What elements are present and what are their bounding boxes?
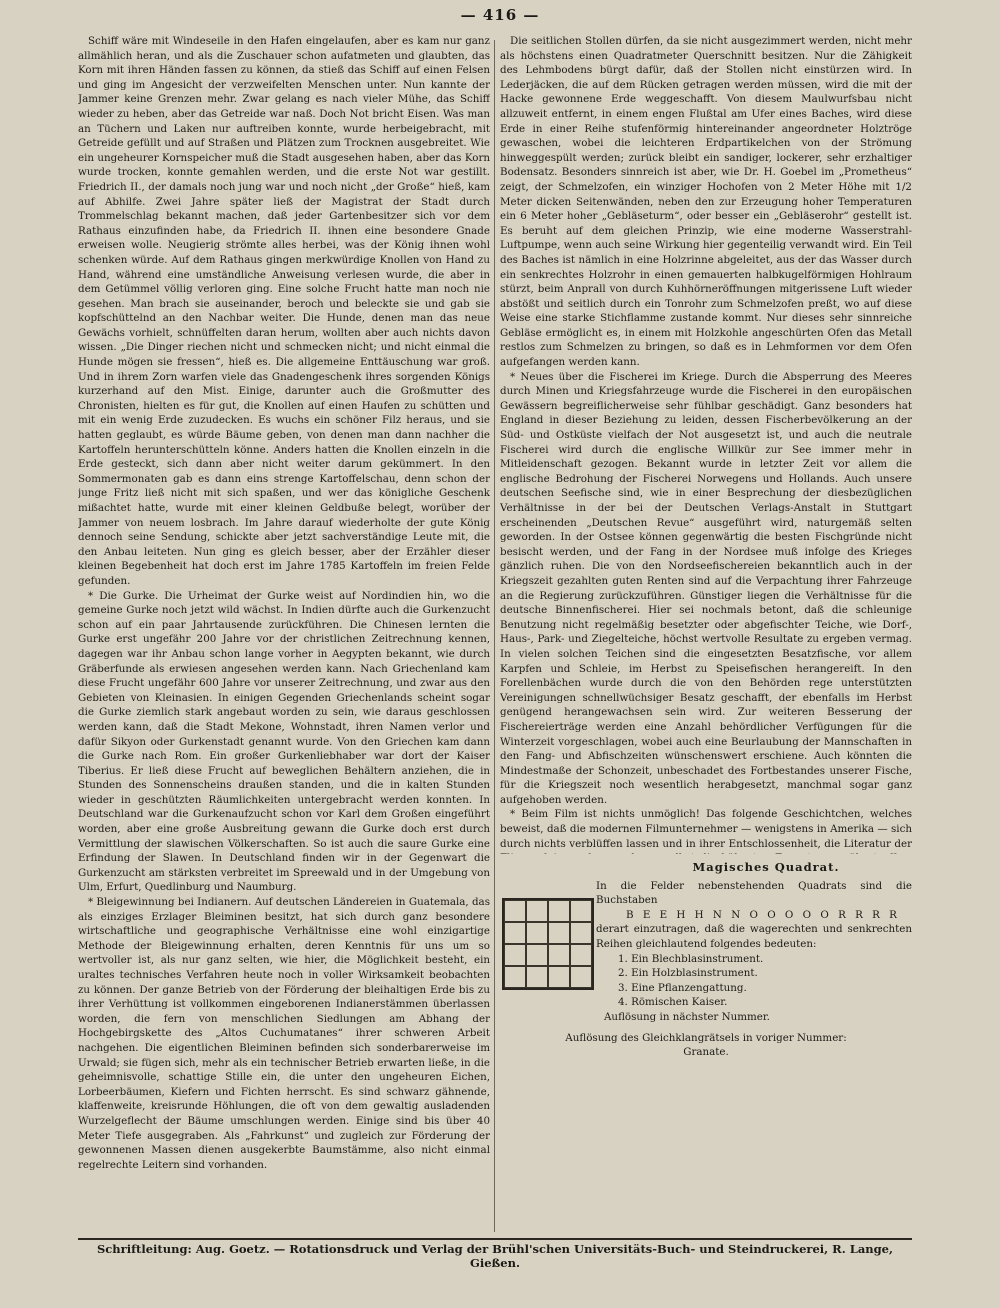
puzzle-clue: 4. Römischen Kaiser.: [618, 996, 728, 1009]
right-column-text: [500, 34, 912, 854]
column-divider: [494, 40, 495, 1232]
article-film: * Beim Film ist nichts unmöglich! Das folgende Geschichtchen, welches beweist, daß die modernen Filmunternehmer — wenigstens in Amerika — sich durch nichts verblüffen lassen und in ihrer Entschlossenheit, die Literatur der: [500, 808, 912, 850]
article-fishery-war: * Neues über die Fischerei im Kriege. Durch die Absperrung des Meeres durch Minen und Kriegsfahrzeuge wurde die Fischerei in den europäischen Gewässern begreiflicherweise sehr fühlbar geschädigt. Ganz besonders hat England in dieser Beziehung zu leiden, dessen Fischerbevölkerung an der Süd- und Ostküste vielfach der Not ausgesetzt ist, und auch die neutrale Fischerei wird durch die englische Willkür zur See immer mehr in Mitleidenschaft gezogen. Bekannt wurde in letzter Zeit vor allem die englische Bedrohung der Fischerei Norwegens und Hollands. Auch unsere deutschen Seefische sind, wie in einer Besprechung der diesbezüglichen Verhältnisse in der bei der Deutschen Verlags-Anstalt in Stuttgart erscheinenden „Deutschen Revue“ ausgeführt wird, naturgemäß selten geworden. In der Ostsee können gegenwärtig die besten Fischgründe nicht besischt werden, und der Fang in der Nordsee muß infolge des Krieges gänzlich ruhen. Die von den Nordseefischereien bekanntlich auch in der Kriegszeit gezahlten guten Renten sind auf die Verpachtung ihrer Fahrzeuge an die Regierung zurückzuführen. Günstiger liegen die Verhältnisse für die deutsche Binnenfischerei. Hier sei nochmals betont, daß die schleunige Benutzung nicht regelmäßig besetzter oder abgefischter Teiche, wie Dorf-, Haus-, Park- und Ziegelteiche, höchst wertvolle Resultate zu ergeben vermag. In vielen solchen Teichen sind die eingesetzten Besatzfische, vor allem Karpfen und Schleie, im Herbst zu Speisefischen herangereift. In den Forellenbächen wurde durch die von den Behörden rege unterstützten Vereinigungen schnellwüchsiger Besatz geschafft, der ebenfalls im Herbst genügend herangewachsen sein wird. Zur weiteren Besserung der Fischereierträge werden eine Anzahl behördlicher Verfügungen für die Winterzeit vorgeschlagen, wobei auch eine Beurlaubung der Mannschaften in den Fang- und Abfischzeiten wünschenswert erschiene. Auch könnten die Mindestmaße der Schonzeit, unbeschadet des Fortbestandes unserer Fische, für die Kriegszeit noch wesentlich herabgesetzt, manchmal sogar ganz aufgehoben werden.: [500, 370, 912, 806]
left-column: [78, 34, 490, 1232]
previous-solution-heading: Auflösung des Gleichklangrätsels in voriger Nummer:: [565, 1031, 847, 1044]
grid-cell: [526, 944, 548, 966]
grid-cell: [504, 900, 526, 922]
puzzle-instructions: derart einzutragen, daß die wagerechten und senkrechten Reihen gleichlautend folgendes bedeuten:: [596, 923, 912, 950]
grid-cell: [570, 944, 592, 966]
puzzle-grid: [502, 898, 594, 990]
grid-cell: [570, 900, 592, 922]
puzzle-clue: 2. Ein Holzblasinstrument.: [618, 967, 758, 980]
grid-cell: [526, 922, 548, 944]
puzzle-title: Magisches Quadrat.: [692, 860, 840, 874]
article-lead-mining: * Bleigewinnung bei Indianern. Auf deutschen Ländereien in Guatemala, das als einziges Erzlager Bleiminen besitzt, hat sich durch ganz besondere wirtschaftliche und geographische Verhältnisse eine wohl einzigartige Methode der Bleigewinnung erhalten, deren Kenntnis für uns um so wertvoller ist, als nur ganz selten, wie hier, die Möglichkeit besteht, ein uraltes technisches Verfahren heute noch in voller Wirksamkeit beobachten zu können. Der ganze Betrieb von der Förderung der bleihaltigen Erde bis zu ihrer Verhüttung ist vollkommen eingeborenen Indianerstämmen überlassen worden, die fern von menschlichen Siedlungen am Abhang der Hochgebirgskette des „Altos Cuchumatanes“ ihrer schweren Arbeit nachgehen. Die eigentlichen Bleiminen befinden sich sonderbarerweise im Urwald; sie fügen sich, mehr als ein technischer Betrieb erwarten ließe, in die geheimnisvolle, schattige Stille ein, die unter den ungeheuren Eichen, Lorbeerbäumen, Kiefern und Fichten herrscht. Es sind schwarz gähnende, klaffenweite, kreisrunde Höhlungen, die oft von dem gewaltig ausladenden Wurzelgeflecht der Bäume umschlungen werden. Einige sind bis über 40 Meter Tiefe ausgegraben. Als „Fahrkunst“ und zugleich zur Förderung der gewonnenen Massen dienen ausgekerbte Baumstämme, also nicht einmal regelrechte Leitern sind vorhanden.: [78, 896, 490, 1171]
right-column: [500, 34, 912, 1128]
article-lead-mining-continued: Die seitlichen Stollen dürfen, da sie nicht ausgezimmert werden, nicht mehr als höchstens einen Quadratmeter Querschnitt besitzen. Nur die Zähigkeit des Lehmbodens bürgt dafür, daß der Stollen nicht einstürzen wird. In Lederjäcken, die auf dem Rücken getragen werden müssen, wird die mit der Hacke gewonnene Erde weggeschafft. Von diesem Maulwurfsbau nicht allzuweit entfernt, in einem engen Flußtal am Ufer eines Baches, wird diese Erde in einer Reihe stufenförmig hintereinander angeordneter Holztröge gewaschen, wobei die leichteren Erdpartikelchen von der Strömung hinweggespült werden; zurück bleibt ein sandiger, lockerer, sehr erzhaltiger Bodensatz. Besonders sinnreich ist aber, wie Dr. H. Goebel im „Prometheus“ zeigt, der Schmelzofen, ein winziger Hochofen von 2 Meter Höhe mit 1/2 Meter dicken Seitenwänden, neben den zur Erzeugung hoher Temperaturen ein 6 Meter hoher „Gebläseturm“, oder besser ein „Gebläserohr“ gestellt ist. Es beruht auf dem gleichen Prinzip, wie eine moderne Wasserstrahl-Luftpumpe, wenn auch seine Wirkung hier gegenteilig verwandt wird. Ein Teil des Baches ist nämlich in eine Holzrinne abgeleitet, aus der das Wasser durch ein senkrechtes Holzrohr in einen gemauerten halbkugelförmigen Hohlraum stürzt, beim Anprall von durch Kuhhörneröffnungen mitgerissene Luft wieder abstößt und seitlich durch ein Tonrohr zum Schmelzofen preßt, wo auf diese Weise eine starke Stichflamme zustande kommt. Nur dieses sehr sinnreiche Gebläse ermöglicht es, in einem mit Holzkohle angeschürten Ofen das Metall restlos zum Schmelzen zu bringen, so daß es in Lehmformen vor dem Ofen aufgefangen werden kann.: [500, 35, 912, 369]
puzzle-clue: 1. Ein Blechblasinstrument.: [618, 952, 764, 965]
grid-cell: [570, 966, 592, 988]
grid-cell: [548, 922, 570, 944]
puzzle-clue: 3. Eine Pflanzengattung.: [618, 981, 747, 994]
grid-cell: [548, 900, 570, 922]
previous-solution-answer: Granate.: [683, 1046, 729, 1059]
grid-cell: [548, 966, 570, 988]
puzzle-letters: B E E H H N N O O O O O R R R R: [626, 908, 900, 921]
article-cucumber: * Die Gurke. Die Urheimat der Gurke weist auf Nordindien hin, wo die gemeine Gurke noch jetzt wild wächst. In Indien dürfte auch die Gurkenzucht schon auf ein paar Jahrtausende zurückführen. Die Chinesen lernten die Gurke erst ungefähr 200 Jahre vor der christlichen Zeitrechnung kennen, dagegen war ihr Anbau schon lange vorher in Aegypten bekannt, wie durch Gräberfunde als erwiesen angesehen werden kann. Nach Griechenland kam diese Frucht ungefähr 600 Jahre vor unserer Zeitrechnung, und zwar aus den Gebieten von Kleinasien. In einigen Gegenden Griechenlands scheint sogar die Gurke ziemlich stark angebaut worden zu sein, wie daraus geschlossen werden kann, daß die Stadt Mekone, Wohnstadt, ihren Namen verlor und dafür Sikyon oder Gurkenstadt genannt wurde. Von den Griechen kam dann die Gurke nach Rom. Ein großer Gurkenliebhaber war dort der Kaiser Tiberius. Er ließ diese Frucht auf beweglichen Behältern anziehen, die in Stunden des Sonnenscheins draußen standen, und die in kalten Stunden wieder in geschützten Räumlichkeiten untergebracht werden konnten. In Deutschland war die Gurkenaufzucht schon vor Karl dem Großen eingeführt worden, aber eine große Ausbreitung gewann die Gurke doch erst durch Vermittlung der slawischen Völkerschaften. So ist auch die saure Gurke eine Erfindung der Slawen. In Deutschland finden wir in der Gegenwart die Gurkenzucht am stärksten verbreitet im Spreewald und in der Umgebung von Ulm, Erfurt, Quedlinburg und Naumburg.: [78, 589, 490, 894]
grid-cell: [504, 944, 526, 966]
grid-cell: [548, 944, 570, 966]
puzzle-intro: In die Felder nebenstehenden Quadrats sind die Buchstaben: [596, 879, 912, 907]
puzzle-clues: [618, 952, 912, 1010]
article-potato-story: Schiff wäre mit Windeseile in den Hafen eingelaufen, aber es kam nur ganz allmählich heran, und als die Zuschauer schon aufatmeten und glaubten, das Korn mit ihren Händen fassen zu können, da stieß das Schiff auf einen Felsen und ging im Angesicht der verzweifelten Menschen unter. Nun kannte der Jammer keine Grenzen mehr. Zwar gelang es nach vieler Mühe, das Schiff wieder zu heben, aber das Getreide war naß. Doch Not bricht Eisen. Was man an Tüchern und Laken nur auftreiben konnte, wurde herbeigebracht, mit Getreide gefüllt und auf Straßen und Plätzen zum Trocknen ausgebreitet. Wie ein ungeheurer Kornspeicher muß die Stadt ausgesehen haben, aber das Korn wurde trocken, konnte gemahlen werden, und die erste Not war gestillt. Friedrich II., der damals noch jung war und noch nicht „der Große“ hieß, kam auf Abhilfe. Zwei Jahre später ließ der Magistrat der Stadt durch Trommelschlag bekannt machen, daß jeder Gartenbesitzer sich vor dem Rathaus einzufinden habe, da Friedrich II. ihnen eine besondere Gnade erweisen wolle. Neugierig strömte alles herbei, was der König ihnen wohl schenken würde. Auf dem Rathaus gingen merkwürdige Knollen von Hand zu Hand, während eine umständliche Anweisung verlesen wurde, die aber in dem Getümmel völlig verloren ging. Eine solche Frucht hatte man noch nie gesehen. Man brach sie auseinander, beroch und beleckte sie und gab sie kopfschüttelnd an den Nachbar weiter. Die Hunde, denen man das neue Gewächs vorhielt, schnüffelten daran herum, wollten aber auch nichts davon wissen. „Die Dinger riechen nicht und schmecken nicht; und nicht einmal die Hunde mögen sie fressen“, hieß es. Die allgemeine Enttäuschung war groß. Und in ihrem Zorn warfen viele das Gnadengeschenk ihres sorgenden Königs kurzerhand auf den Mist. Einige, darunter auch die Großmutter des Chronisten, hielten es für gut, die Knollen auf einen Haufen zu schütten und mit ein wenig Erde zuzudecken. Es wuchs ein schöner Filz heraus, und sie hatten geglaubt, es würde Bäume geben, von denen man dann nachher die Kartoffeln herunterschütteln könne. Anders hatten die Knollen einzeln in die Erde gesteckt, sich dann aber nicht weiter darum gekümmert. In den Sommermonaten gab es dann eins strenge Kartoffelschau, denn schon der junge Fritz ließ nicht mit sich spaßen, und wer das königliche Geschenk mißachtet hatte, wurde mit einer kleinen Geldbuße belegt, worüber der Jammer von neuem losbrach. Im Jahre darauf wiederholte der gute König dennoch seine Sendung, schickte aber jetzt sachverständige Leute mit, die den Anbau leiteten. Nun ging es gleich besser, aber der Erzähler dieser kleinen Begebenheit hat doch erst im Jahre 1785 Kartoffeln im freien Felde gefunden.: [78, 35, 490, 587]
grid-cell: [526, 900, 548, 922]
puzzle-resolution-note: Auflösung in nächster Nummer.: [604, 1010, 770, 1023]
page-number: — 416 —: [460, 6, 540, 24]
grid-cell: [504, 922, 526, 944]
magic-square-puzzle: [500, 860, 912, 1128]
grid-cell: [526, 966, 548, 988]
puzzle-body: [596, 879, 912, 1025]
imprint-footer: Schriftleitung: Aug. Goetz. — Rotationsdruck und Verlag der Brühl'schen Universitäts-Buch- und Steindruckerei, R. Lange, Gießen.: [78, 1238, 912, 1270]
grid-cell: [504, 966, 526, 988]
grid-cell: [570, 922, 592, 944]
